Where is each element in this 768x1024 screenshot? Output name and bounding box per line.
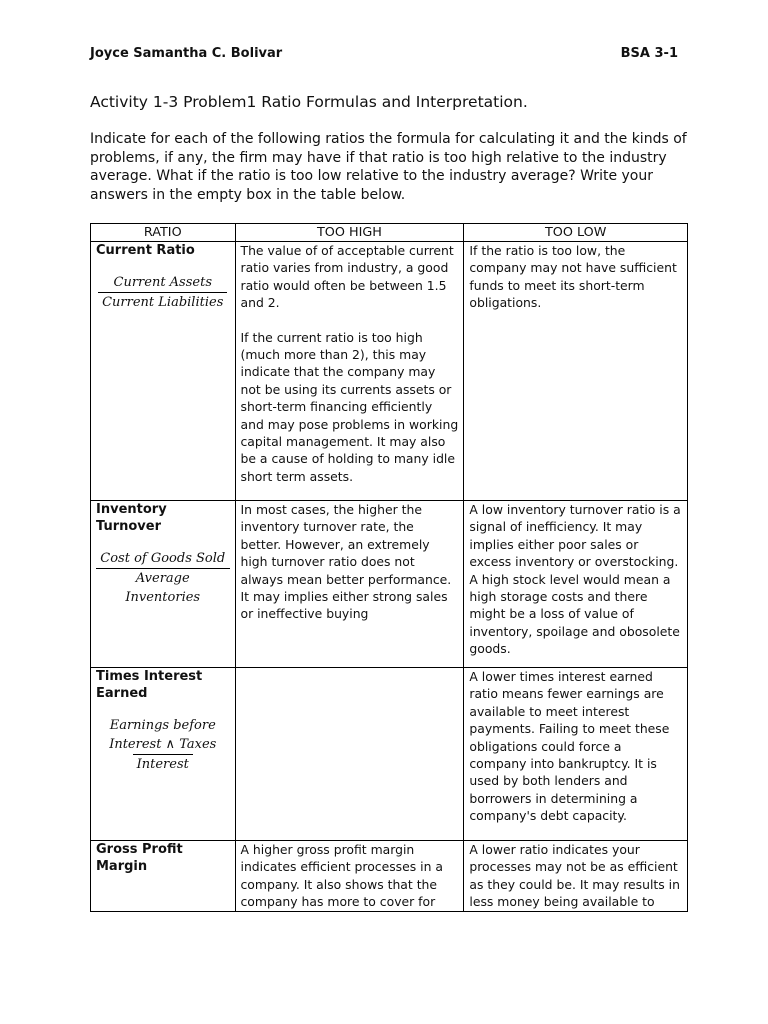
too-high-cell [235,668,464,841]
ratio-cell [91,501,236,668]
formula-denominator: Average Inventories [96,568,230,607]
ratio-name: Gross Profit Margin [96,842,183,874]
too-high-cell [235,841,464,912]
too-low-text: A lower times interest earned ratio means fewer earnings are available to meet interest payments. Failing to meet these obligations could force a company into bankruptcy. It is used by both lenders and borrowers in determining a company's debt capacity. [469,669,670,824]
ratio-formula [96,549,230,607]
too-low-cell [464,841,688,912]
table-row [91,841,688,912]
header-ratio: RATIO [91,224,236,242]
formula-numerator: Interest ∧ Taxes [109,737,217,752]
formula-numerator: Cost of Goods Sold [100,551,226,566]
formula-numerator: Current Assets [113,275,212,290]
table-header-row [91,224,688,242]
ratio-cell [91,668,236,841]
too-low-cell [464,242,688,501]
too-low-text: If the ratio is too low, the company may not have sufficient funds to meet its short-term obligations. [469,243,677,311]
table-row [91,668,688,841]
too-high-text: A higher gross profit margin indicates efficient processes in a company. It also shows that the company has more to cover for [240,842,443,910]
formula-numerator: Earnings before [109,718,216,733]
instructions-paragraph: Indicate for each of the following ratios the formula for calculating it and the kinds of problems, if any, the firm may have if that ratio is too high relative to the industry average. What if the ratio is too low relative to the industry average? Write your answers in the empty box in the table below. [90,131,687,203]
too-low-cell [464,501,688,668]
too-low-text: A low inventory turnover ratio is a signal of inefficiency. It may implies either poor sales or excess inventory or overstocking. A high stock level would mean a high storage costs and there might be a loss of value of inventory, spoilage and obosolete goods. [469,502,681,657]
ratio-name: Current Ratio [96,243,195,258]
too-high-text: If the current ratio is too high (much more than 2), this may indicate that the company may not be using its currents assets or short-term financing efficiently and may pose problems in working capital management. It may also be a cause of holding to many idle short term assets. [240,329,459,484]
header-too-low: TOO LOW [464,224,688,242]
header-too-high: TOO HIGH [235,224,464,242]
ratio-table [90,223,688,912]
formula-denominator: Current Liabilities [98,292,227,312]
formula-denominator: Interest [133,754,193,774]
ratio-formula [96,716,230,774]
too-low-text: A lower ratio indicates your processes may not be as efficient as they could be. It may results in less money being available to [469,842,680,910]
too-high-text: In most cases, the higher the inventory turnover rate, the better. However, an extremely high turnover ratio does not always mean better performance. It may implies either strong sales or ineffective buying [240,502,452,622]
too-high-text: The value of of acceptable current ratio varies from industry, a good ratio would often be between 1.5 and 2. [240,243,454,311]
too-low-cell [464,668,688,841]
table-row [91,242,688,501]
ratio-name: Inventory Turnover [96,502,167,534]
activity-title: Activity 1-3 Problem1 Ratio Formulas and Interpretation. [90,93,528,111]
ratio-formula [96,273,230,312]
table-row [91,501,688,668]
student-name: Joyce Samantha C. Bolivar [90,46,283,61]
too-high-cell [235,501,464,668]
student-section: BSA 3-1 [620,46,678,61]
ratio-name: Times Interest Earned [96,669,203,701]
ratio-cell [91,242,236,501]
ratio-cell [91,841,236,912]
page-header [90,46,678,66]
too-high-cell [235,242,464,501]
